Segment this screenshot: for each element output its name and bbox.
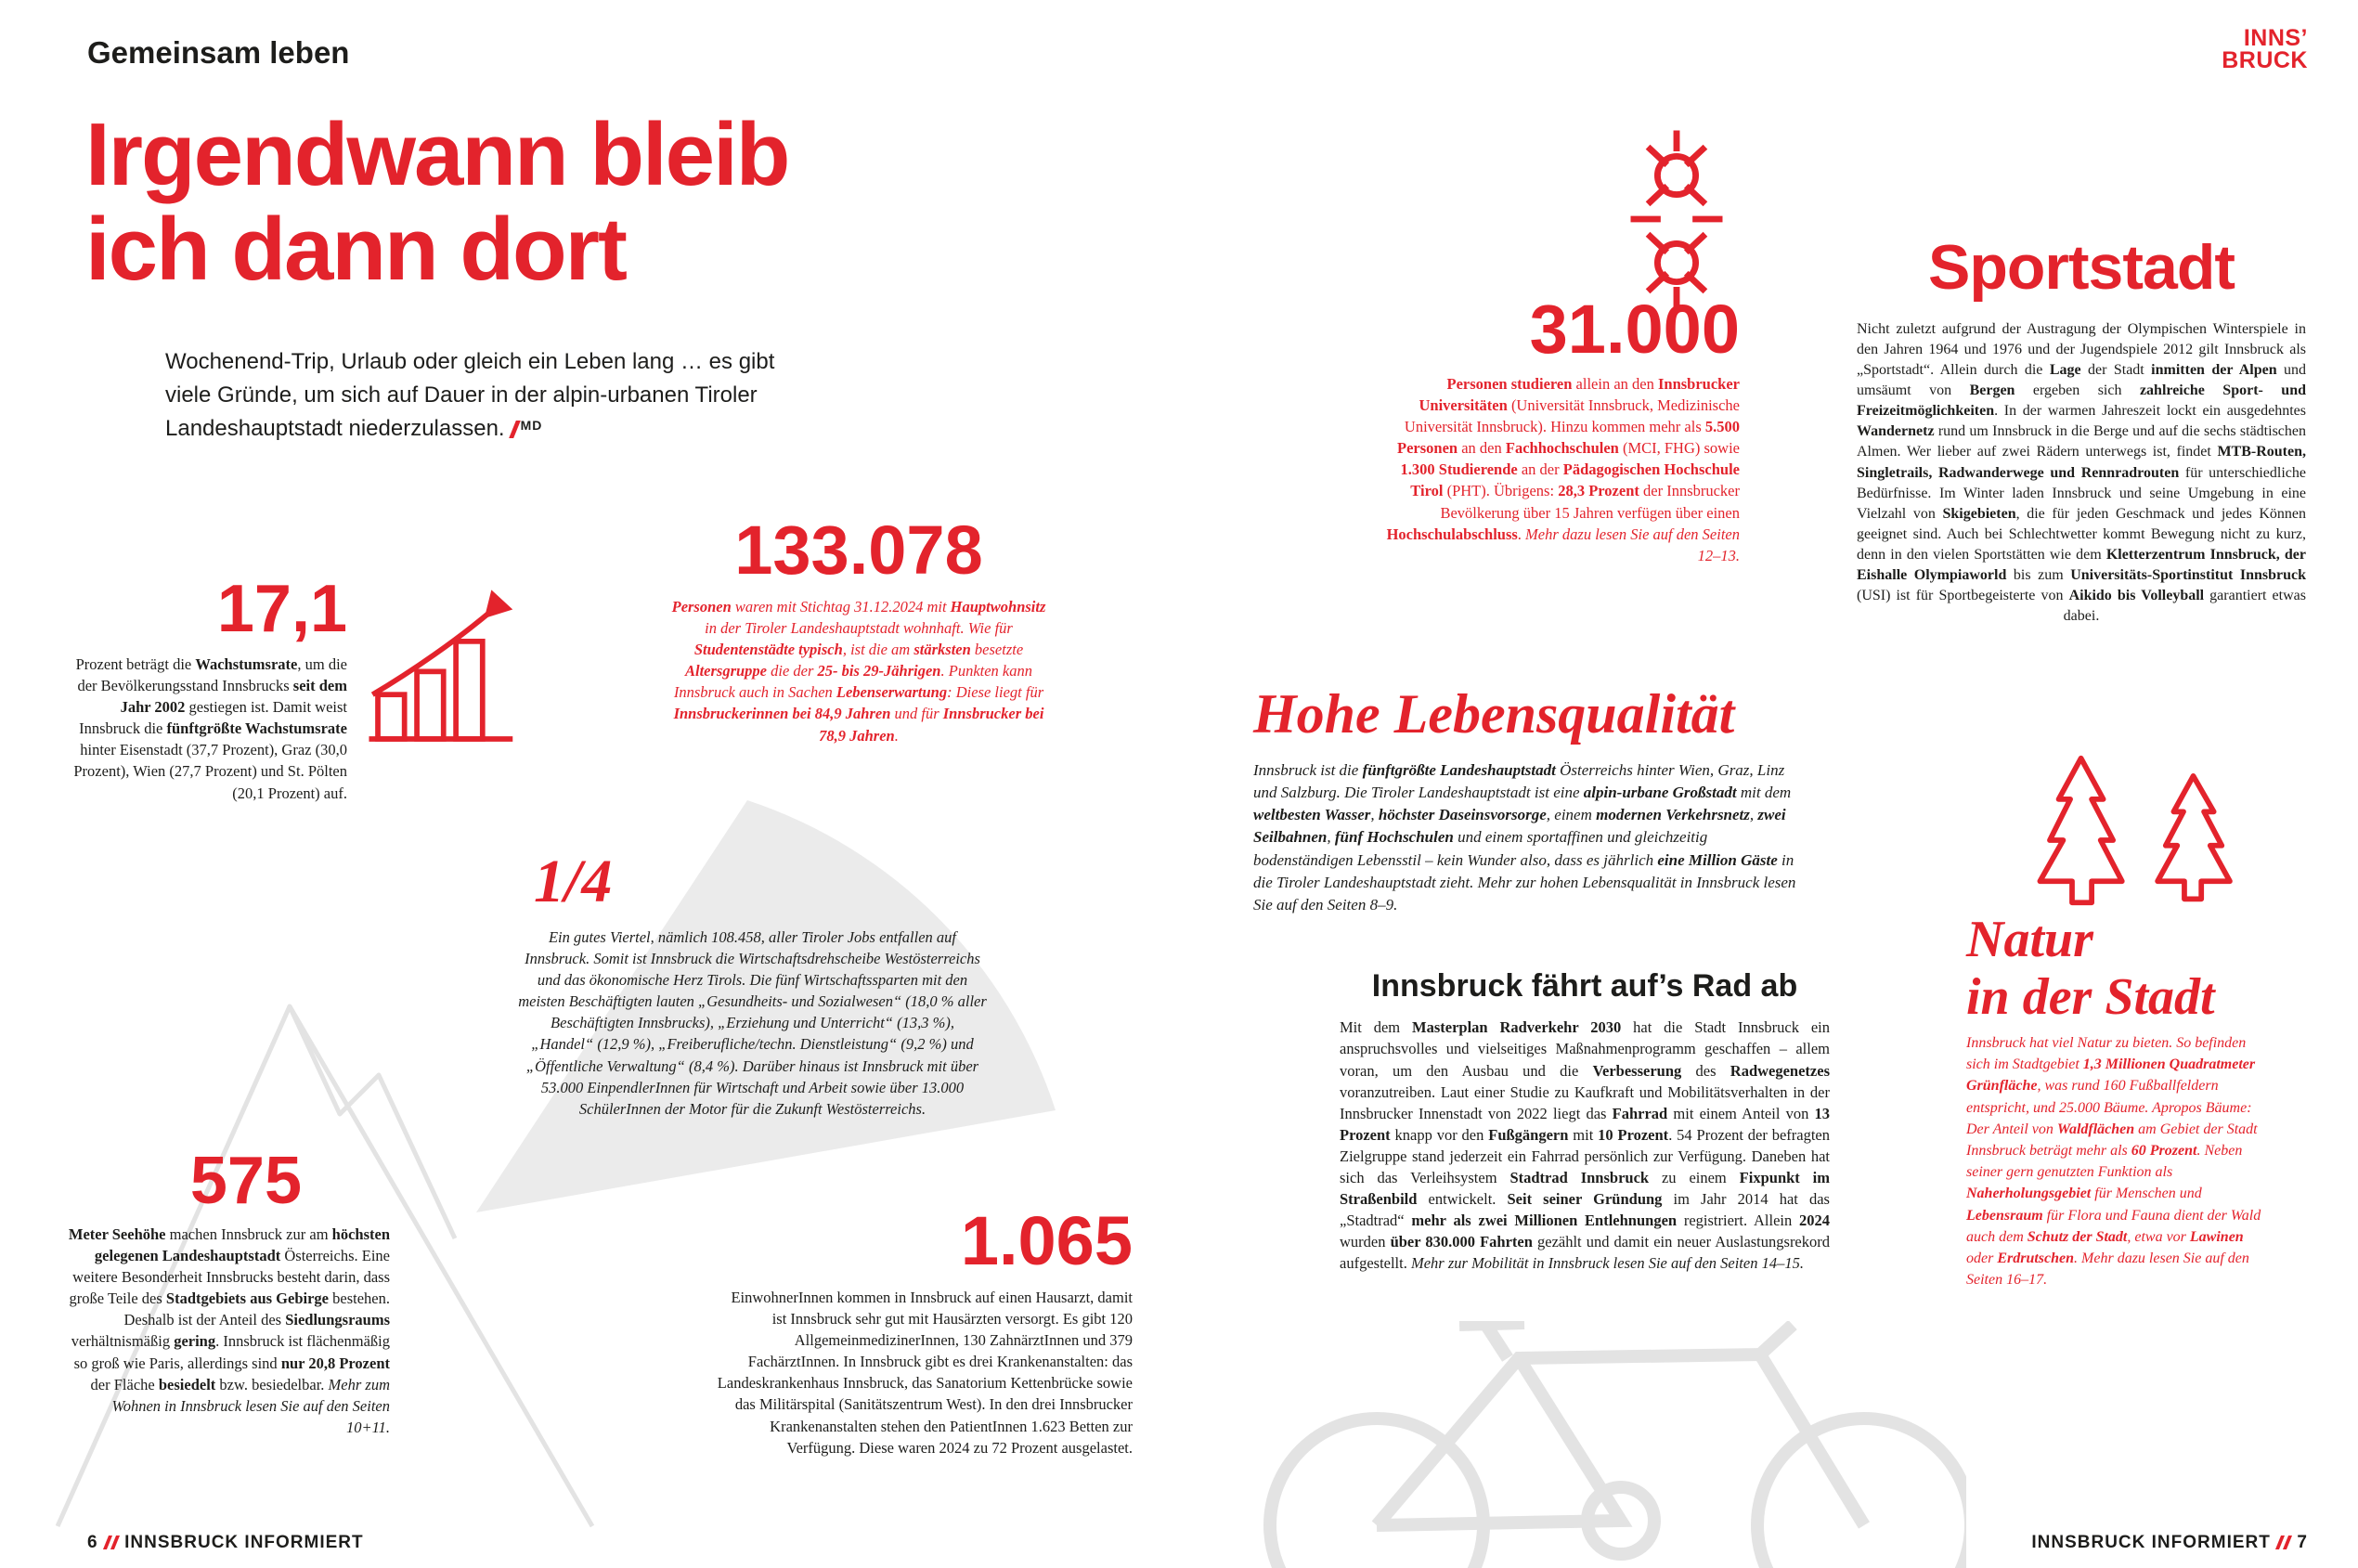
intro-paragraph (165, 345, 787, 446)
rad-text: Mit dem Masterplan Radverkehr 2030 hat die Stadt Innsbruck ein anspruchsvolles und vielseitiges Maßnahmenprogramm geschaffen – allem voran, um den Ausbau und die Verbesserung des Radwegenetzes voranzutreiben. Laut einer Studie zu Kaufkraft und Mobilitätsverhalten in der Innsbrucker Innenstadt von 2022 liegt das Fahrrad mit einem Anteil von 13 Prozent knapp vor den Fußgängern mit 10 Prozent. 54 Prozent der befragten Zielgruppe stand jederzeit ein Fahrrad persönlich zur Verfügung. Daneben hat sich das Verleihsystem Stadtrad Innsbruck zu einem Fixpunkt im Straßenbild entwickelt. Seit seiner Gründung im Jahr 2014 hat das „Stadtrad“ mehr als zwei Millionen Entlehnungen registriert. Allein 2024 wurden über 830.000 Fahrten gezählt und damit ein neuer Auslastungsrekord aufgestellt. Mehr zur Mobilität in Innsbruck lesen Sie auf den Seiten 14–15. (1340, 1018, 1831, 1273)
innsbruck-logo (2215, 25, 2308, 73)
stat-doctors-value: 1.065 (960, 1202, 1133, 1279)
natur-text: Innsbruck hat viel Natur zu bieten. So befinden sich im Stadtgebiet 1,3 Millionen Quadratmeter Grünfläche, was rund 160 Fußballfeldern entspricht, und 25.000 Bäume. Apropos Bäume: Der Anteil von Waldflächen am Gebiet der Stadt Innsbruck beträgt mehr als 60 Prozent. Neben seiner gern genutzten Funktion als Naherholungsgebiet für Menschen und Lebensraum für Flora und Fauna dient der Wald auch dem Schutz der Stadt, etwa vor Lawinen oder Erdrutschen. Mehr dazu lesen Sie auf den Seiten 16–17. (1966, 1035, 2261, 1289)
stat-altitude-value: 575 (189, 1144, 302, 1218)
stat-population (668, 512, 1049, 746)
stat-students-value: 31.000 (1529, 291, 1740, 368)
stat-population-value: 133.078 (734, 512, 983, 589)
section-kicker: Gemeinsam leben (87, 35, 350, 70)
natur-title-line1: Natur (1966, 911, 2093, 968)
stat-population-text: Personen waren mit Stichtag 31.12.2024 mit Hauptwohnsitz in der Tiroler Landeshauptstadt wohnhaft. Wie für Studentenstädte typisch, ist die am stärksten besetzte Altersgruppe die der 25- bis 29-Jährigen. Punkten kann Innsbruck auch in Sachen Lebenserwartung: Diese liegt für Innsbruckerinnen bei 84,9 Jahren und für Innsbrucker bei 78,9 Jahren. (671, 598, 1046, 745)
growth-chart-icon (358, 585, 518, 752)
magazine-name: INNSBRUCK INFORMIERT (2031, 1533, 2271, 1552)
stat-students-text: Personen studieren allein an den Innsbrucker Universitäten (Universität Innsbruck, Medizinische Universität Innsbruck). Hinzu kommen mehr als 5.500 Personen an den Fachhochschulen (MCI, FHG) sowie 1.300 Studierende an der Pädagogischen Hochschule Tirol (PHT). Übrigens: 28,3 Prozent der Innsbrucker Bevölkerung über 15 Jahren verfügen über einen Hochschulabschluss. Mehr dazu lesen Sie auf den Seiten 12–13. (1386, 375, 1740, 564)
stat-jobs-text: Ein gutes Viertel, nämlich 108.458, aller Tiroler Jobs entfallen auf Innsbruck. Somit ist Innsbruck die Wirtschaftsdrehscheibe Westösterreichs und das ökonomische Herz Tirols. Die fünf Wirtschaftssparten mit den meisten Beschäftigten lauten „Gesundheits- und Sozialwesen“ (18,0 % aller Beschäftigten Innsbrucks), „Erziehung und Unterricht“ (13,3 %), „Handel“ (12,9 %), „Freiberufliche/techn. Dienstleistung“ (9,2 %) und „Öffentliche Verwaltung“ (8,4 %). Darüber hinaus ist Innsbruck mit über 53.000 EinpendlerInnen für Wirtschaft und Arbeit sowie über 13.000 SchülerInnen der Motor für die Zukunft Westösterreichs. (518, 928, 987, 1118)
page-title (85, 105, 789, 299)
author-initials: MD (520, 418, 543, 433)
stat-students (1381, 291, 1740, 566)
rad-section (1340, 969, 1830, 1275)
sportstadt-section (1857, 232, 2307, 627)
stat-altitude-text: Meter Seehöhe machen Innsbruck zur am höchsten gelegenen Landeshauptstadt Österreichs. Eine weitere Besonderheit Innsbrucks besteht darin, dass große Teile des Stadtgebiets aus Gebirge bestehen. Deshalb ist der Anteil des Siedlungsraums verhältnismäßig gering. Innsbruck ist flächenmäßig so groß wie Paris, allerdings sind nur 20,8 Prozent der Fläche besiedelt bzw. besiedelbar. Mehr zum Wohnen in Innsbruck lesen Sie auf den Seiten 10+11. (68, 1225, 390, 1436)
university-emblem-icon (1617, 128, 1736, 310)
logo-line2: BRUCK (2222, 46, 2308, 73)
stat-doctors (717, 1202, 1133, 1458)
page-number-right: 7 (2297, 1533, 2308, 1552)
stat-doctors-text: EinwohnerInnen kommen in Innsbruck auf einen Hausarzt, damit ist Innsbruck sehr gut mit Hausärzten versorgt. Es gibt 120 AllgemeinmedizinerInnen, 130 ZahnärztInnen und 379 FachärztInnen. In Innsbruck gibt es drei Krankenanstalten: das Landeskrankenhaus Innsbruck, das Sanatorium Kettenbrücke sowie das Militärspital (Sanitätszentrum West). In den drei Innsbrucker Krankenanstalten stehen den PatientInnen 1.623 Betten zur Verfügung. Diese waren 2024 zu 72 Prozent ausgelastet. (717, 1289, 1133, 1457)
sportstadt-text: Nicht zuletzt aufgrund der Austragung der Olympischen Winterspiele in den Jahren 1964 und 1976 und der Jugendspiele 2012 gilt Innsbruck als „Sportstadt“. Allein durch die Lage der Stadt inmitten der Alpen und umsäumt von Bergen ergeben sich zahlreiche Sport- und Freizeitmöglichkeiten. In der warmen Jahreszeit lockt ein ausgedehntes Wandernetz rund um Innsbruck in die Berge und auf die sechs städtischen Almen. Wer lieber auf zwei Rädern unterwegs ist, findet MTB-Routen, Singletrails, Radwanderwege und Rennradrouten für unterschiedliche Bedürfnisse. Im Winter laden Innsbruck und seine Umgebung in eine Vielzahl von Skigebieten, die für jeden Geschmack und jedes Können geeignet sind. Auch bei Schlechtwetter kommt Bewegung nicht zu kurz, denn in den vielen Sportstätten wie dem Kletterzentrum Innsbruck, der Eishalle Olympiaworld bis zum Universitäts-Sportinstitut Innsbruck (USI) ist für Sportbegeisterte von Aikido bis Volleyball garantiert etwas dabei. (1857, 321, 2307, 625)
stat-growth-value: 17,1 (216, 572, 347, 646)
footer-right (1894, 1534, 2308, 1551)
bicycle-icon (1259, 1321, 1966, 1568)
logo-line1: INNS’ (2243, 25, 2308, 51)
magazine-name: INNSBRUCK INFORMIERT (124, 1533, 364, 1552)
natur-title (1966, 912, 2215, 1026)
stat-jobs-value: 1/4 (534, 848, 613, 915)
stat-growth (72, 572, 347, 804)
sportstadt-title: Sportstadt (1928, 232, 2235, 303)
footer-left (87, 1534, 364, 1551)
natur-title-line2: in der Stadt (1966, 967, 2215, 1026)
intro-text: Wochenend-Trip, Urlaub oder gleich ein Leben lang … es gibt viele Gründe, um sich auf Dauer in der alpin-urbanen Tiroler Landeshauptstadt niederzulassen. (165, 349, 775, 441)
rad-title: Innsbruck fährt auf’s Rad ab (1371, 968, 1798, 1004)
stat-altitude (65, 1144, 390, 1438)
slash-icon (509, 421, 521, 438)
headline-line2: ich dann dort (85, 199, 626, 299)
pine-trees-icon (2028, 746, 2250, 914)
lebensqualitaet-text: Innsbruck ist die fünftgrößte Landeshauptstadt Österreichs hinter Wien, Graz, Linz und Salzburg. Die Tiroler Landeshauptstadt ist eine alpin-urbane Großstadt mit dem weltbesten Wasser, höchster Daseinsvorsorge, einem modernen Verkehrsnetz, zwei Seilbahnen, fünf Hochschulen und einem sportaffinen und gleichzeitig bodenständigen Lebensstil – kein Wunder also, dass es jährlich eine Million Gäste in die Tiroler Landeshauptstadt zieht. Mehr zur hohen Lebensqualität in Innsbruck lesen Sie auf den Seiten 8–9. (1253, 761, 1796, 914)
slash-icon (2276, 1533, 2291, 1552)
lebensqualitaet-title: Hohe Lebensqualität (1253, 683, 1735, 745)
slash-icon (104, 1533, 119, 1552)
page-number-left: 6 (87, 1533, 98, 1552)
headline-line1: Irgendwann bleib (85, 105, 789, 204)
stat-growth-text: Prozent beträgt die Wachstumsrate, um die der Bevölkerungsstand Innsbrucks seit dem Jahr 2002 gestiegen ist. Damit weist Innsbruck die fünftgrößte Wachstumsrate hinter Eisenstadt (37,7 Prozent), Graz (30,0 Prozent), Wien (27,7 Prozent) und St. Pölten (20,1 Prozent) auf. (73, 655, 347, 802)
